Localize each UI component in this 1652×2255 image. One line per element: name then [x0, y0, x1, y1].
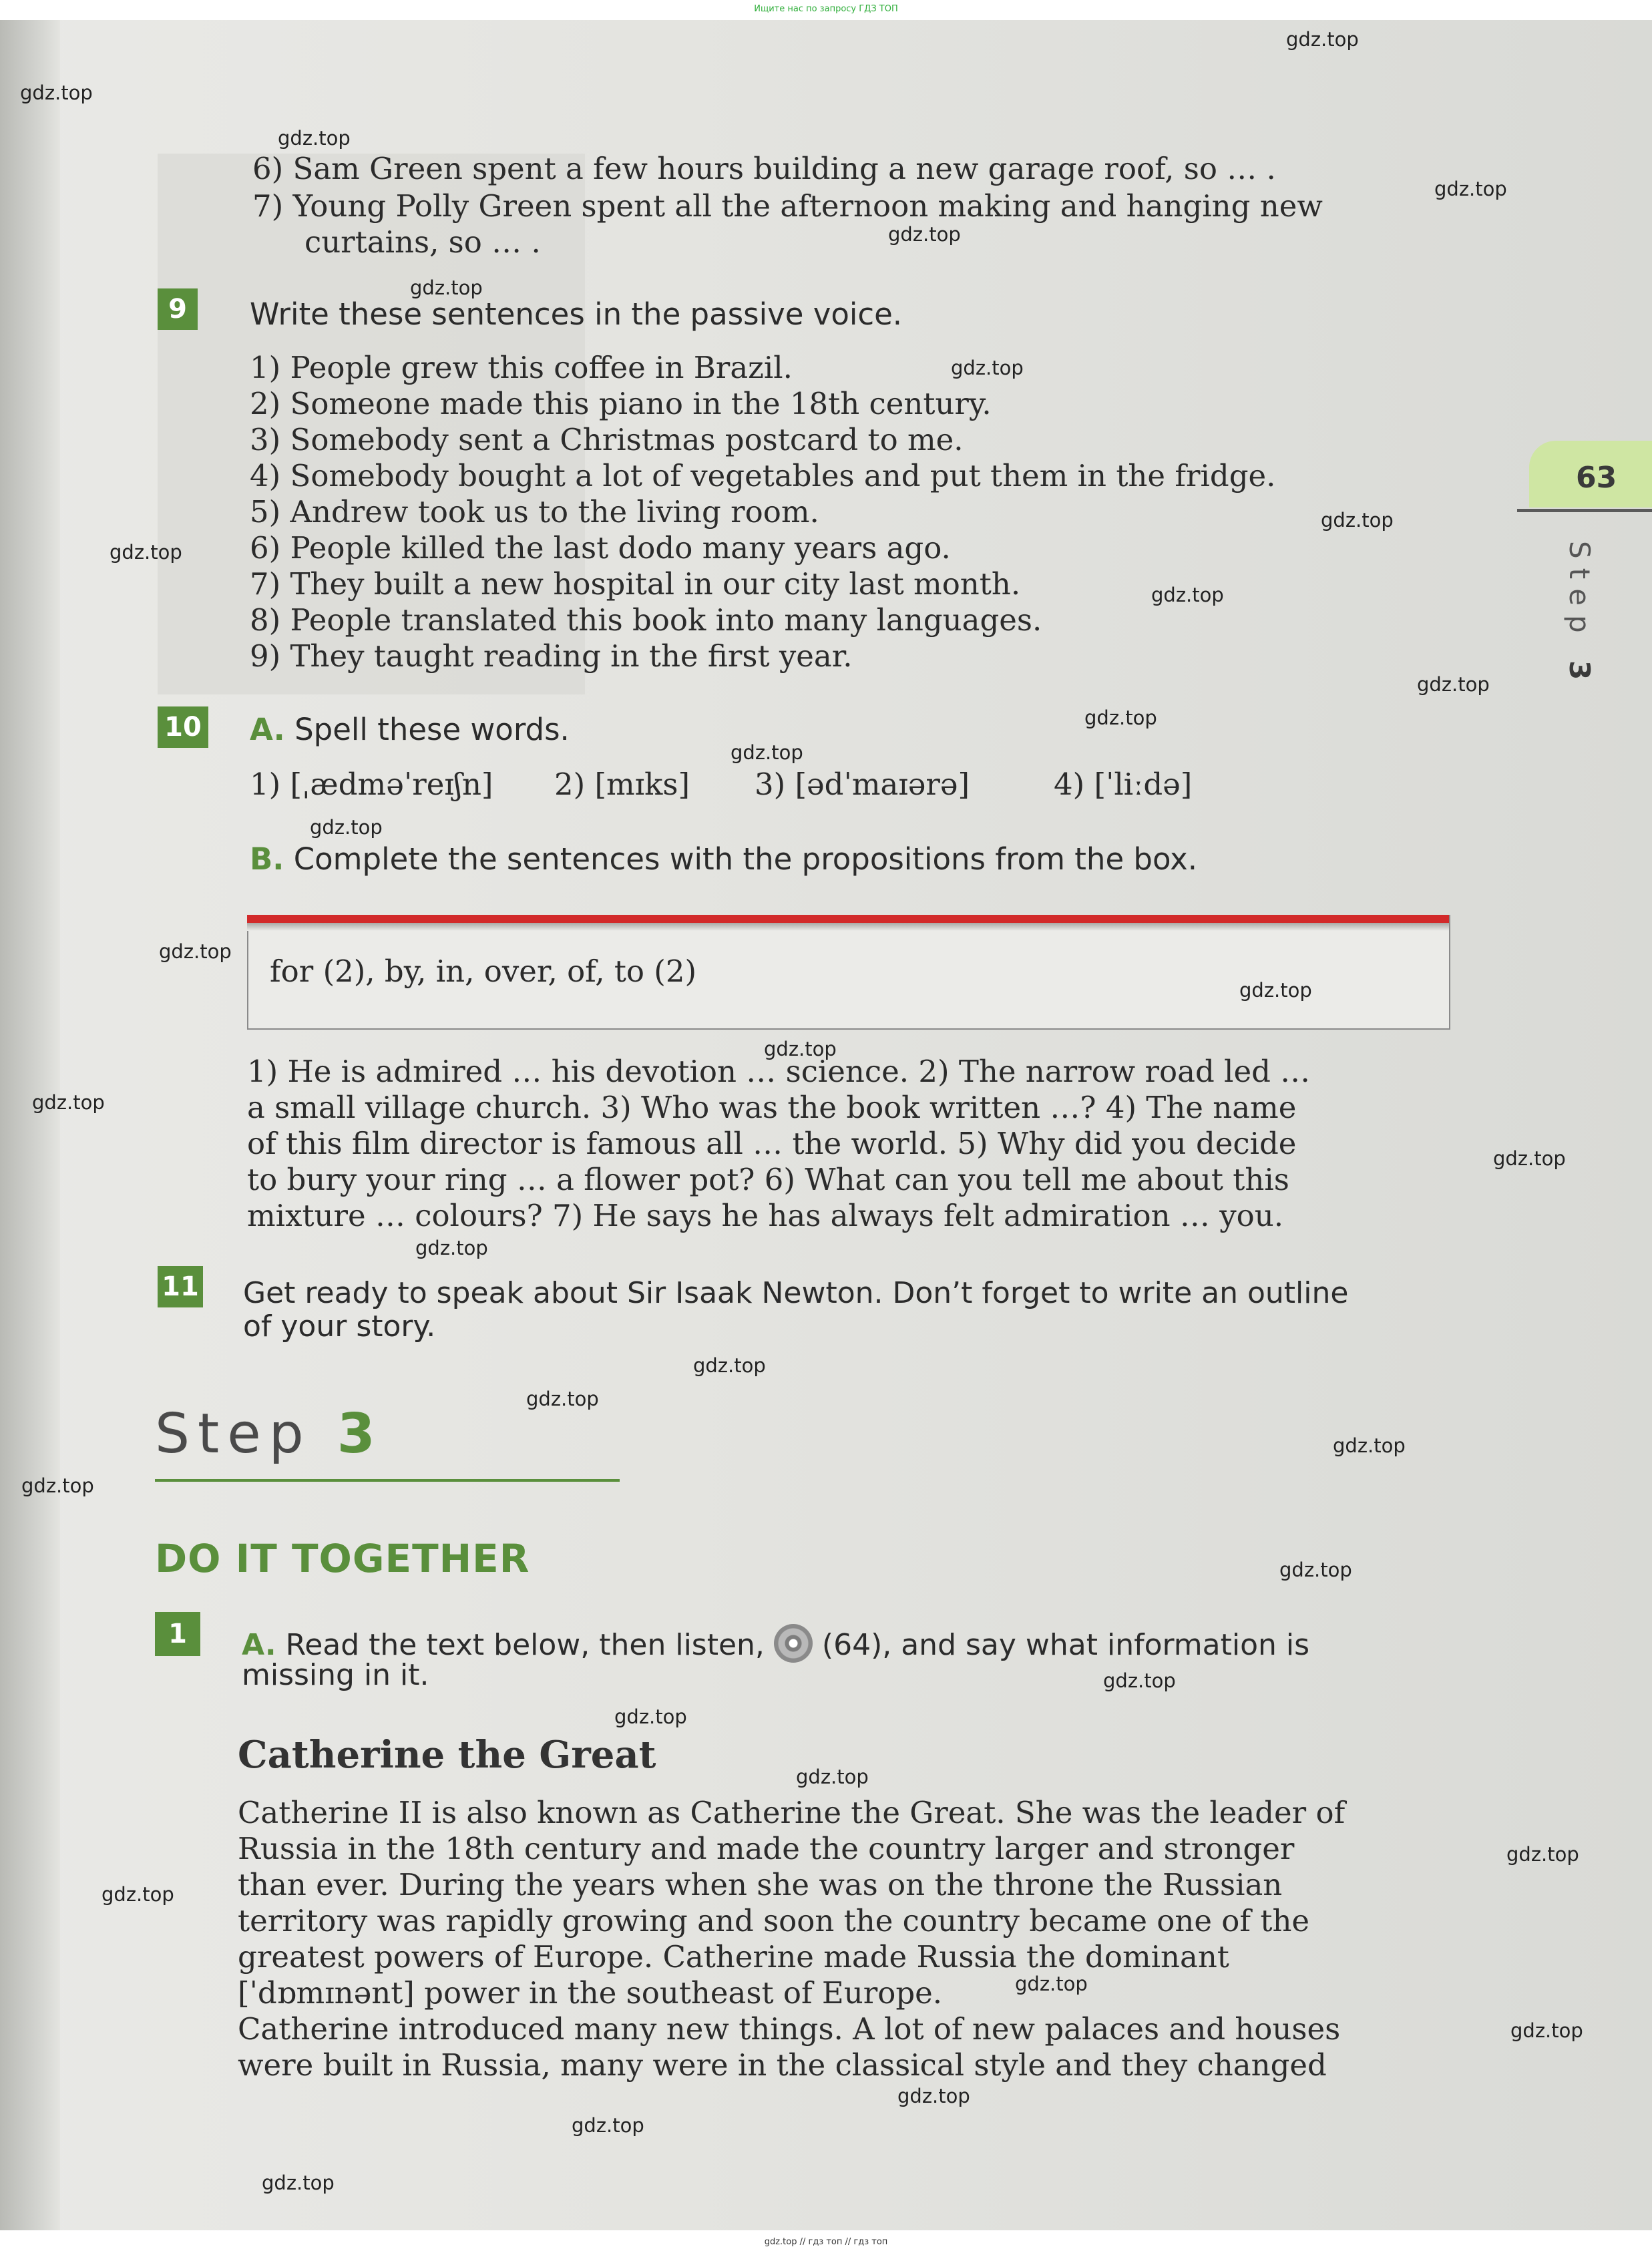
watermark: gdz.top: [262, 2172, 335, 2194]
watermark: gdz.top: [410, 276, 483, 299]
ex10-part-a-letter: A.: [250, 712, 285, 747]
ex8-item-7: 7) Young Polly Green spent all the afternoon making and hanging new: [252, 188, 1323, 224]
step-underline: [155, 1479, 620, 1482]
ex1-part-a-letter: A.: [242, 1628, 276, 1662]
story-title: Catherine the Great: [238, 1733, 656, 1777]
watermark: gdz.top: [951, 357, 1024, 379]
watermark: gdz.top: [1084, 706, 1157, 729]
watermark: gdz.top: [159, 940, 232, 963]
watermark: gdz.top: [110, 541, 182, 564]
watermark: gdz.top: [1279, 1559, 1352, 1581]
ex10-text-line: a small village church. 3) Who was the book written …? 4) The name: [247, 1090, 1297, 1125]
ex9-item: 9) They taught reading in the first year.: [250, 638, 853, 674]
ex8-item-7-cont: curtains, so … .: [304, 224, 541, 260]
ex10-word: 3) [ədˈmaɪərə]: [755, 767, 970, 802]
watermark: gdz.top: [1321, 509, 1394, 532]
box-shadow: [247, 923, 1449, 931]
watermark: gdz.top: [1417, 673, 1490, 696]
watermark: gdz.top: [101, 1883, 174, 1906]
audio-cd-icon: [774, 1624, 813, 1663]
tab-step-word: Step: [1563, 541, 1596, 642]
ex9-instruction: Write these sentences in the passive voice.: [250, 296, 903, 332]
watermark: gdz.top: [1015, 1973, 1088, 1995]
story-line: territory was rapidly growing and soon the country became one of the: [238, 1903, 1310, 1938]
watermark: gdz.top: [1493, 1147, 1566, 1170]
story-line: Russia in the 18th century and made the country larger and stronger: [238, 1831, 1295, 1866]
watermark: gdz.top: [21, 1474, 94, 1497]
watermark: gdz.top: [614, 1705, 687, 1728]
exercise-number-10: 10: [158, 706, 208, 748]
exercise-number-11: 11: [158, 1266, 203, 1307]
watermark: gdz.top: [897, 2085, 970, 2107]
watermark: gdz.top: [693, 1354, 766, 1377]
ex1-instruction-start: Read the text below, then listen,: [285, 1628, 765, 1662]
ex10-part-b-instruction: Complete the sentences with the propositions from the box.: [293, 841, 1198, 877]
box-top-stripe: [247, 915, 1449, 923]
watermark: gdz.top: [1151, 584, 1224, 606]
watermark: gdz.top: [1286, 28, 1359, 51]
watermark: gdz.top: [1510, 2019, 1583, 2042]
watermark: gdz.top: [1434, 178, 1507, 200]
ex10-text-line: to bury your ring … a flower pot? 6) What can you tell me about this: [247, 1162, 1289, 1197]
step-word: Step: [155, 1402, 312, 1466]
ex10-word: 1) [ˌædməˈreɪʃn]: [250, 767, 493, 802]
story-line: Catherine II is also known as Catherine the Great. She was the leader of: [238, 1795, 1346, 1830]
watermark: gdz.top: [1506, 1843, 1579, 1866]
tab-step-label: [1563, 541, 1596, 689]
ex1-instruction-cont: missing in it.: [242, 1658, 429, 1692]
watermark: gdz.top: [572, 2114, 644, 2137]
prepositions-list: for (2), by, in, over, of, to (2): [270, 954, 697, 989]
watermark: gdz.top: [1333, 1434, 1406, 1457]
ex9-item: 6) People killed the last dodo many years ago.: [250, 530, 951, 566]
exercise-number-1: 1: [155, 1612, 200, 1656]
story-line: than ever. During the years when she was on the throne the Russian: [238, 1867, 1283, 1902]
ex9-item: 4) Somebody bought a lot of vegetables and put them in the fridge.: [250, 458, 1276, 493]
do-it-together-heading: DO IT TOGETHER: [155, 1536, 530, 1581]
header-note: Ищите нас по запросу ГДЗ ТОП: [754, 4, 898, 14]
ex9-item: 5) Andrew took us to the living room.: [250, 494, 819, 530]
tab-divider: [1517, 509, 1652, 512]
exercise-number-9: 9: [158, 288, 198, 330]
ex10-part-a-instruction: Spell these words.: [294, 712, 570, 747]
ex9-item: 3) Somebody sent a Christmas postcard to me.: [250, 422, 964, 457]
ex10-part-b-letter: B.: [250, 841, 284, 877]
ex10-word: 4) [ˈliːdə]: [1054, 767, 1193, 802]
story-line: [ˈdɒmɪnənt] power in the southeast of Europe.: [238, 1975, 943, 2011]
watermark: gdz.top: [1239, 979, 1312, 1002]
step-digit: 3: [337, 1402, 383, 1466]
ex8-item-6: 6) Sam Green spent a few hours building a new garage roof, so … .: [252, 151, 1276, 186]
watermark: gdz.top: [32, 1091, 105, 1114]
footer-note: gdz.top // гдз топ // гдз топ: [764, 2237, 888, 2247]
story-line: greatest powers of Europe. Catherine made Russia the dominant: [238, 1939, 1229, 1975]
ex9-item: 7) They built a new hospital in our city last month.: [250, 566, 1021, 602]
watermark: gdz.top: [526, 1388, 599, 1410]
story-line: Catherine introduced many new things. A lot of new palaces and houses: [238, 2011, 1341, 2047]
ex9-item: 1) People grew this coffee in Brazil.: [250, 350, 793, 385]
watermark: gdz.top: [888, 223, 961, 246]
tab-step-digit: 3: [1563, 660, 1596, 690]
watermark: gdz.top: [310, 816, 383, 839]
watermark: gdz.top: [20, 81, 93, 104]
ex10-text-line: mixture … colours? 7) He says he has always felt admiration … you.: [247, 1198, 1284, 1233]
book-spine: [0, 20, 60, 2230]
ex10-text-line: of this film director is famous all … the world. 5) Why did you decide: [247, 1126, 1297, 1161]
ex9-item: 2) Someone made this piano in the 18th century.: [250, 386, 992, 421]
ex1-instruction-track: (64), and say what information is: [821, 1628, 1310, 1662]
watermark: gdz.top: [764, 1038, 837, 1060]
watermark: gdz.top: [278, 127, 351, 150]
watermark: gdz.top: [1103, 1669, 1176, 1692]
ex10-text-line: 1) He is admired … his devotion … science. 2) The narrow road led …: [247, 1054, 1311, 1089]
watermark: gdz.top: [415, 1237, 488, 1259]
ex9-item: 8) People translated this book into many languages.: [250, 602, 1042, 638]
watermark: gdz.top: [796, 1766, 869, 1788]
ex11-line: of your story.: [243, 1309, 436, 1344]
page-number: 63: [1576, 461, 1617, 495]
ex11-line: Get ready to speak about Sir Isaak Newton. Don’t forget to write an outline: [243, 1276, 1349, 1310]
ex10-word: 2) [mɪks]: [554, 767, 690, 802]
story-line: were built in Russia, many were in the classical style and they changed: [238, 2047, 1327, 2083]
step-heading: [155, 1402, 383, 1466]
watermark: gdz.top: [731, 741, 803, 764]
